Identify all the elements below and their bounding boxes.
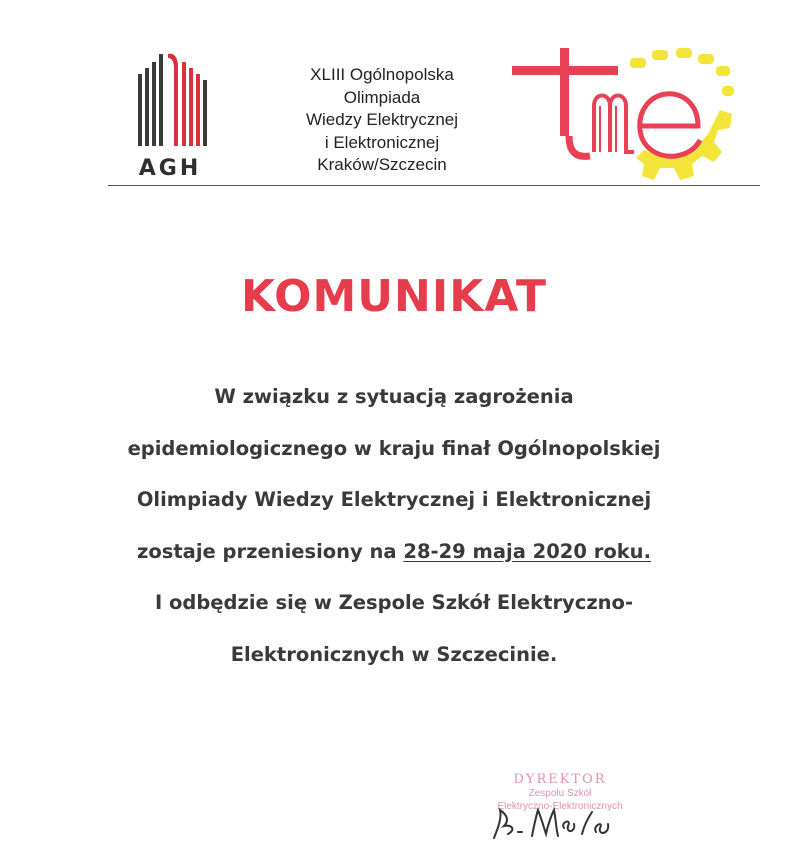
stamp-line: Zespołu Szkół <box>528 788 592 799</box>
final-date: 28-29 maja 2020 roku. <box>403 539 651 563</box>
body-line: Elektronicznych w Szczecinie. <box>230 642 558 666</box>
handwritten-signature <box>488 798 628 844</box>
title-line: Wiedzy Elektrycznej <box>305 110 459 129</box>
body-line: Olimpiady Wiedzy Elektrycznej i Elektronicznej <box>136 488 652 511</box>
body-line: I odbędzie się w Zespole Szkół Elektryczno- <box>154 591 634 614</box>
title-line: XLIII Ogólnopolska <box>310 65 454 84</box>
title-line: Kraków/Szczecin <box>317 155 447 174</box>
olympiad-title <box>262 64 502 177</box>
announcement-heading: KOMUNIKAT <box>241 271 547 322</box>
title-line: Olimpiada <box>343 87 421 107</box>
announcement-body <box>0 381 788 690</box>
tme-logo <box>510 40 740 190</box>
stamp-title: DYREKTOR <box>513 772 607 787</box>
header-divider <box>108 185 760 186</box>
title-line: i Elektronicznej <box>324 132 440 152</box>
body-line-prefix: zostaje przeniesiony na <box>137 539 404 563</box>
body-line <box>0 536 788 588</box>
stamp-line: Elektryczno-Elektronicznych <box>497 801 623 812</box>
agh-logo-text: AGH <box>138 156 202 181</box>
body-line: epidemiologicznego w kraju finał Ogólnopolskiej <box>127 436 661 460</box>
body-line: W związku z sytuacją zagrożenia <box>214 385 574 408</box>
